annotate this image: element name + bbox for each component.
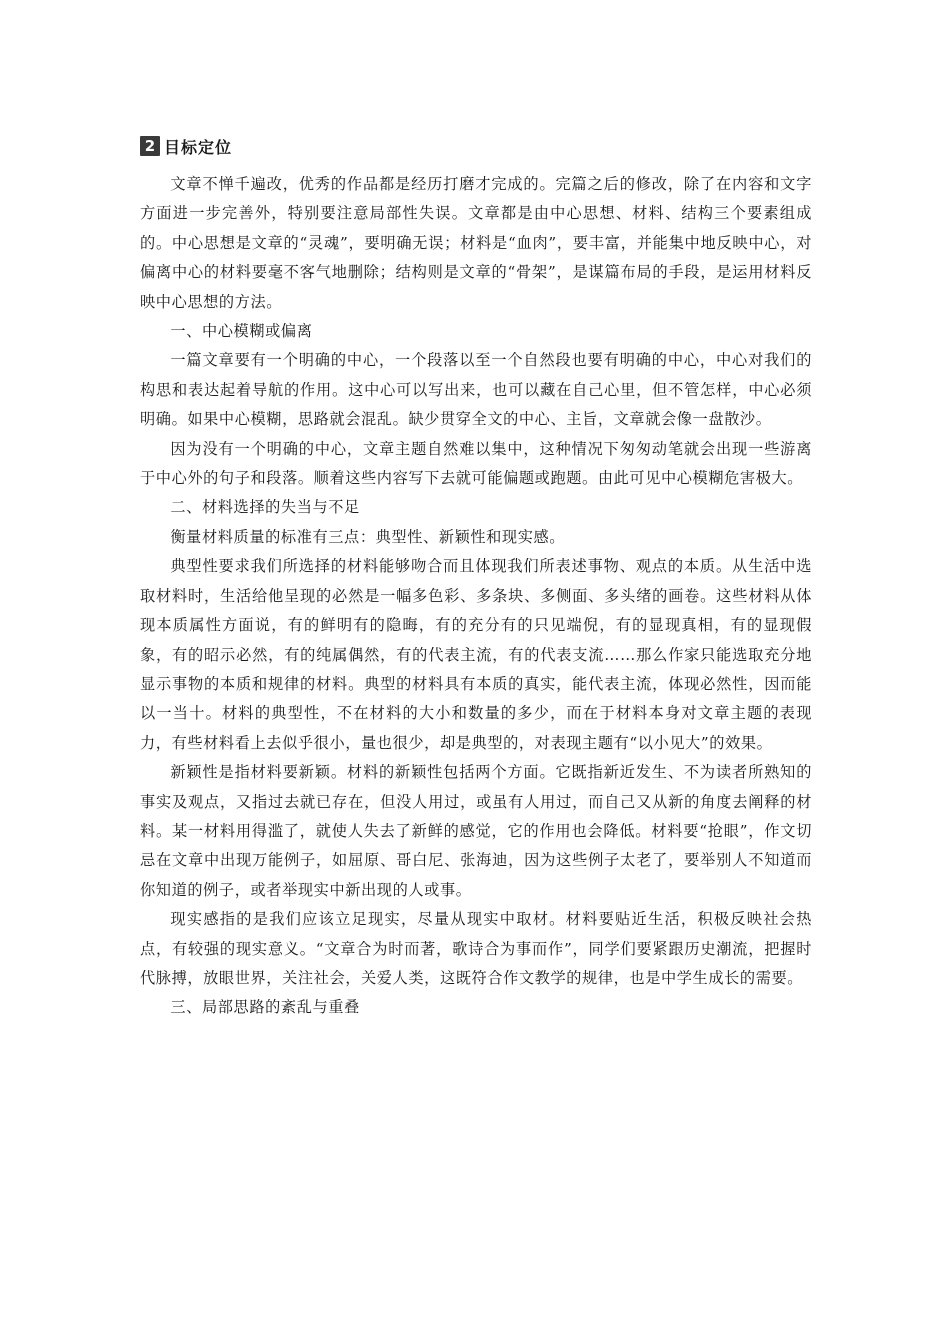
heading-material-selection: 二、材料选择的失当与不足 (170, 498, 360, 517)
document-page (140, 134, 812, 1023)
intro-paragraph: 文章不惮千遍改，优秀的作品都是经历打磨才完成的。完篇之后的修改，除了在内容和文字方面进一步完善外，特别要注意局部性失误。文章都是由中心思想、材料、结构三个要素组成的。中心思想是文章的“灵魂”，要明确无误；材料是“血肉”，要丰富，并能集中地反映中心，对偏离中心的材料要毫不客气地删除；结构则是文章的“骨架”，是谋篇布局的手段，是运用材料反映中心思想的方法。 (140, 175, 812, 311)
paragraph-novelty: 新颖性是指材料要新颖。材料的新颖性包括两个方面。它既指新近发生、不为读者所熟知的事实及观点，又指过去就已存在，但没人用过，或虽有人用过，而自己又从新的角度去阐释的材料。某一材料用得滥了，就使人失去了新鲜的感觉，它的作用也会降低。材料要“抢眼”，作文切忌在文章中出现万能例子，如屈原、哥白尼、张海迪，因为这些例子太老了，要举别人不知道而你知道的例子，或者举现实中新出现的人或事。 (140, 763, 812, 899)
section-header (140, 134, 812, 158)
paragraph-center-harm: 因为没有一个明确的中心，文章主题自然难以集中，这种情况下匆匆动笔就会出现一些游离于中心外的句子和段落。顺着这些内容写下去就可能偏题或跑题。由此可见中心模糊危害极大。 (140, 439, 812, 488)
paragraph-center-definition: 一篇文章要有一个明确的中心，一个段落以至一个自然段也要有明确的中心，中心对我们的构思和表达起着导航的作用。这中心可以写出来，也可以藏在自己心里，但不管怎样，中心必须明确。如果中心模糊，思路就会混乱。缺少贯穿全文的中心、主旨，文章就会像一盘散沙。 (140, 351, 812, 429)
heading-center-blur: 一、中心模糊或偏离 (170, 322, 313, 341)
paragraph-reality: 现实感指的是我们应该立足现实，尽量从现实中取材。材料要贴近生活，积极反映社会热点，有较强的现实意义。“文章合为时而著，歌诗合为事而作”，同学们要紧跟历史潮流，把握时代脉搏，放眼世界，关注社会，关爱人类，这既符合作文教学的规律，也是中学生成长的需要。 (140, 910, 812, 987)
paragraph-material-standards: 衡量材料质量的标准有三点：典型性、新颖性和现实感。 (170, 527, 566, 546)
paragraph-typicality: 典型性要求我们所选择的材料能够吻合而且体现我们所表述事物、观点的本质。从生活中选取材料时，生活给他呈现的必然是一幅多色彩、多条块、多侧面、多头绪的画卷。这些材料从体现本质属性方面说，有的鲜明有的隐晦，有的充分有的只见端倪，有的显现真相，有的显现假象，有的昭示必然，有的纯属偶然，有的代表主流，有的代表支流……那么作家只能选取充分地显示事物的本质和规律的材料。典型的材料具有本质的真实，能代表主流，体现必然性，因而能以一当十。材料的典型性，不在材料的大小和数量的多少，而在于材料本身对文章主题的表现力，有些材料看上去似乎很小，量也很少，却是典型的，对表现主题有“以小见大”的效果。 (140, 557, 812, 752)
section-number-badge: 2 (140, 136, 160, 156)
heading-local-logic: 三、局部思路的紊乱与重叠 (170, 998, 360, 1017)
section-title: 目标定位 (164, 137, 233, 157)
